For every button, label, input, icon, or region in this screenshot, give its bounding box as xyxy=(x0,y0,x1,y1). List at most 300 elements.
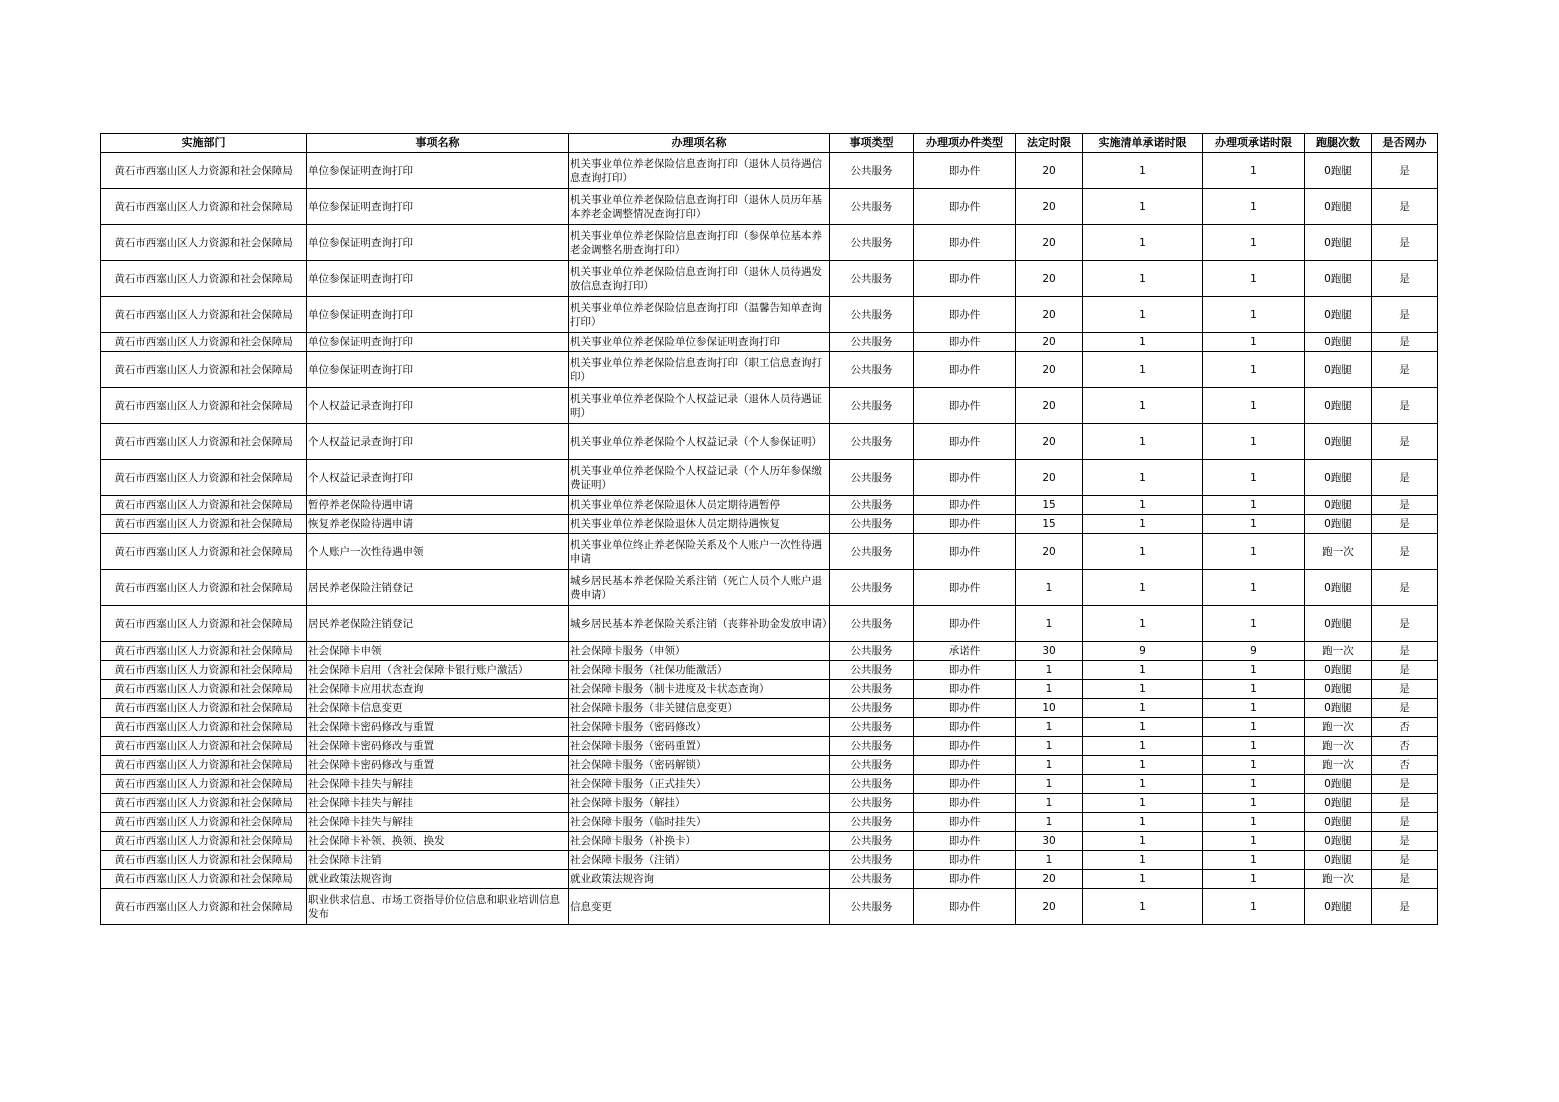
legal-limit-cell: 1 xyxy=(1016,737,1083,756)
department-cell: 黄石市西塞山区人力资源和社会保障局 xyxy=(101,333,307,352)
table-row xyxy=(101,352,1438,388)
item-promise-cell: 1 xyxy=(1203,718,1305,737)
department-cell: 黄石市西塞山区人力资源和社会保障局 xyxy=(101,661,307,680)
department-cell: 黄石市西塞山区人力资源和社会保障局 xyxy=(101,737,307,756)
visit-count-cell: 0跑腿 xyxy=(1305,333,1372,352)
list-promise-cell: 1 xyxy=(1083,832,1203,851)
item-promise-cell: 1 xyxy=(1203,515,1305,534)
case-type-cell: 即办件 xyxy=(914,333,1016,352)
table-row xyxy=(101,460,1438,496)
item-type-cell: 公共服务 xyxy=(830,460,914,496)
service-items-table xyxy=(100,133,1438,925)
department-cell: 黄石市西塞山区人力资源和社会保障局 xyxy=(101,570,307,606)
visit-count-cell: 跑一次 xyxy=(1305,534,1372,570)
legal-limit-cell: 1 xyxy=(1016,813,1083,832)
table-row xyxy=(101,870,1438,889)
online-cell: 是 xyxy=(1372,352,1438,388)
online-cell: 是 xyxy=(1372,570,1438,606)
online-cell: 是 xyxy=(1372,225,1438,261)
visit-count-cell: 0跑腿 xyxy=(1305,794,1372,813)
item-name-cell: 社会保障卡应用状态查询 xyxy=(307,680,569,699)
table-row xyxy=(101,680,1438,699)
department-cell: 黄石市西塞山区人力资源和社会保障局 xyxy=(101,680,307,699)
header-list-promise-limit: 实施清单承诺时限 xyxy=(1083,134,1203,153)
department-cell: 黄石市西塞山区人力资源和社会保障局 xyxy=(101,851,307,870)
table-row xyxy=(101,642,1438,661)
online-cell: 否 xyxy=(1372,756,1438,775)
item-type-cell: 公共服务 xyxy=(830,606,914,642)
list-promise-cell: 1 xyxy=(1083,496,1203,515)
legal-limit-cell: 20 xyxy=(1016,225,1083,261)
handling-item-cell: 信息变更 xyxy=(569,889,830,925)
table-row xyxy=(101,570,1438,606)
case-type-cell: 即办件 xyxy=(914,153,1016,189)
item-name-cell: 居民养老保险注销登记 xyxy=(307,606,569,642)
table-row xyxy=(101,515,1438,534)
item-type-cell: 公共服务 xyxy=(830,889,914,925)
case-type-cell: 即办件 xyxy=(914,794,1016,813)
table-row xyxy=(101,261,1438,297)
handling-item-cell: 机关事业单位养老保险信息查询打印（退休人员历年基本养老金调整情况查询打印） xyxy=(569,189,830,225)
online-cell: 是 xyxy=(1372,460,1438,496)
handling-item-cell: 机关事业单位养老保险退休人员定期待遇暂停 xyxy=(569,496,830,515)
item-type-cell: 公共服务 xyxy=(830,424,914,460)
department-cell: 黄石市西塞山区人力资源和社会保障局 xyxy=(101,775,307,794)
item-promise-cell: 1 xyxy=(1203,424,1305,460)
department-cell: 黄石市西塞山区人力资源和社会保障局 xyxy=(101,424,307,460)
handling-item-cell: 机关事业单位养老保险信息查询打印（退休人员待遇信息查询打印） xyxy=(569,153,830,189)
legal-limit-cell: 20 xyxy=(1016,153,1083,189)
case-type-cell: 即办件 xyxy=(914,718,1016,737)
item-promise-cell: 1 xyxy=(1203,756,1305,775)
list-promise-cell: 1 xyxy=(1083,534,1203,570)
online-cell: 是 xyxy=(1372,870,1438,889)
item-promise-cell: 1 xyxy=(1203,261,1305,297)
case-type-cell: 即办件 xyxy=(914,680,1016,699)
visit-count-cell: 0跑腿 xyxy=(1305,851,1372,870)
department-cell: 黄石市西塞山区人力资源和社会保障局 xyxy=(101,794,307,813)
item-type-cell: 公共服务 xyxy=(830,297,914,333)
online-cell: 是 xyxy=(1372,851,1438,870)
case-type-cell: 即办件 xyxy=(914,460,1016,496)
case-type-cell: 即办件 xyxy=(914,737,1016,756)
department-cell: 黄石市西塞山区人力资源和社会保障局 xyxy=(101,756,307,775)
legal-limit-cell: 15 xyxy=(1016,515,1083,534)
visit-count-cell: 0跑腿 xyxy=(1305,424,1372,460)
item-name-cell: 社会保障卡补领、换领、换发 xyxy=(307,832,569,851)
handling-item-cell: 机关事业单位养老保险个人权益记录（退休人员待遇证明） xyxy=(569,388,830,424)
header-item-name: 事项名称 xyxy=(307,134,569,153)
handling-item-cell: 社会保障卡服务（临时挂失） xyxy=(569,813,830,832)
table-row xyxy=(101,851,1438,870)
item-name-cell: 个人权益记录查询打印 xyxy=(307,460,569,496)
list-promise-cell: 1 xyxy=(1083,775,1203,794)
department-cell: 黄石市西塞山区人力资源和社会保障局 xyxy=(101,388,307,424)
legal-limit-cell: 20 xyxy=(1016,297,1083,333)
header-case-type: 办理项办件类型 xyxy=(914,134,1016,153)
handling-item-cell: 社会保障卡服务（密码重置） xyxy=(569,737,830,756)
item-name-cell: 就业政策法规咨询 xyxy=(307,870,569,889)
item-name-cell: 个人权益记录查询打印 xyxy=(307,424,569,460)
item-name-cell: 社会保障卡启用（含社会保障卡银行账户激活） xyxy=(307,661,569,680)
visit-count-cell: 0跑腿 xyxy=(1305,680,1372,699)
table-row xyxy=(101,699,1438,718)
item-promise-cell: 1 xyxy=(1203,153,1305,189)
list-promise-cell: 1 xyxy=(1083,680,1203,699)
item-promise-cell: 1 xyxy=(1203,534,1305,570)
item-type-cell: 公共服务 xyxy=(830,775,914,794)
handling-item-cell: 城乡居民基本养老保险关系注销（死亡人员个人账户退费申请） xyxy=(569,570,830,606)
item-name-cell: 个人账户一次性待遇申领 xyxy=(307,534,569,570)
header-online: 是否网办 xyxy=(1372,134,1438,153)
online-cell: 是 xyxy=(1372,775,1438,794)
handling-item-cell: 机关事业单位养老保险个人权益记录（个人历年参保缴费证明） xyxy=(569,460,830,496)
legal-limit-cell: 20 xyxy=(1016,261,1083,297)
item-promise-cell: 1 xyxy=(1203,460,1305,496)
online-cell: 是 xyxy=(1372,297,1438,333)
list-promise-cell: 1 xyxy=(1083,699,1203,718)
item-name-cell: 社会保障卡申领 xyxy=(307,642,569,661)
department-cell: 黄石市西塞山区人力资源和社会保障局 xyxy=(101,189,307,225)
online-cell: 是 xyxy=(1372,832,1438,851)
list-promise-cell: 1 xyxy=(1083,606,1203,642)
case-type-cell: 即办件 xyxy=(914,870,1016,889)
list-promise-cell: 1 xyxy=(1083,794,1203,813)
legal-limit-cell: 20 xyxy=(1016,189,1083,225)
item-type-cell: 公共服务 xyxy=(830,534,914,570)
item-name-cell: 社会保障卡挂失与解挂 xyxy=(307,775,569,794)
table-row xyxy=(101,661,1438,680)
item-name-cell: 单位参保证明查询打印 xyxy=(307,261,569,297)
legal-limit-cell: 20 xyxy=(1016,424,1083,460)
item-promise-cell: 1 xyxy=(1203,680,1305,699)
item-name-cell: 单位参保证明查询打印 xyxy=(307,189,569,225)
item-type-cell: 公共服务 xyxy=(830,680,914,699)
case-type-cell: 即办件 xyxy=(914,570,1016,606)
handling-item-cell: 社会保障卡服务（密码解锁） xyxy=(569,756,830,775)
handling-item-cell: 机关事业单位养老保险信息查询打印（退休人员待遇发放信息查询打印） xyxy=(569,261,830,297)
list-promise-cell: 1 xyxy=(1083,570,1203,606)
table-row xyxy=(101,333,1438,352)
department-cell: 黄石市西塞山区人力资源和社会保障局 xyxy=(101,225,307,261)
legal-limit-cell: 15 xyxy=(1016,496,1083,515)
item-type-cell: 公共服务 xyxy=(830,225,914,261)
table-row xyxy=(101,606,1438,642)
item-name-cell: 职业供求信息、市场工资指导价位信息和职业培训信息发布 xyxy=(307,889,569,925)
list-promise-cell: 1 xyxy=(1083,225,1203,261)
case-type-cell: 即办件 xyxy=(914,606,1016,642)
item-promise-cell: 1 xyxy=(1203,352,1305,388)
table-row xyxy=(101,794,1438,813)
handling-item-cell: 社会保障卡服务（解挂） xyxy=(569,794,830,813)
table-row xyxy=(101,756,1438,775)
visit-count-cell: 跑一次 xyxy=(1305,870,1372,889)
item-type-cell: 公共服务 xyxy=(830,388,914,424)
item-type-cell: 公共服务 xyxy=(830,153,914,189)
legal-limit-cell: 1 xyxy=(1016,851,1083,870)
online-cell: 是 xyxy=(1372,153,1438,189)
visit-count-cell: 0跑腿 xyxy=(1305,832,1372,851)
handling-item-cell: 机关事业单位养老保险信息查询打印（温馨告知单查询打印） xyxy=(569,297,830,333)
item-type-cell: 公共服务 xyxy=(830,333,914,352)
online-cell: 是 xyxy=(1372,661,1438,680)
handling-item-cell: 机关事业单位养老保险单位参保证明查询打印 xyxy=(569,333,830,352)
table-row xyxy=(101,496,1438,515)
visit-count-cell: 0跑腿 xyxy=(1305,460,1372,496)
case-type-cell: 即办件 xyxy=(914,352,1016,388)
legal-limit-cell: 20 xyxy=(1016,889,1083,925)
legal-limit-cell: 1 xyxy=(1016,606,1083,642)
item-promise-cell: 1 xyxy=(1203,699,1305,718)
visit-count-cell: 0跑腿 xyxy=(1305,297,1372,333)
department-cell: 黄石市西塞山区人力资源和社会保障局 xyxy=(101,889,307,925)
table-row xyxy=(101,832,1438,851)
online-cell: 是 xyxy=(1372,424,1438,460)
list-promise-cell: 1 xyxy=(1083,333,1203,352)
table-row xyxy=(101,424,1438,460)
list-promise-cell: 1 xyxy=(1083,189,1203,225)
case-type-cell: 即办件 xyxy=(914,851,1016,870)
header-visit-count: 跑腿次数 xyxy=(1305,134,1372,153)
case-type-cell: 即办件 xyxy=(914,225,1016,261)
visit-count-cell: 跑一次 xyxy=(1305,642,1372,661)
item-promise-cell: 1 xyxy=(1203,794,1305,813)
legal-limit-cell: 30 xyxy=(1016,642,1083,661)
table-row xyxy=(101,775,1438,794)
item-type-cell: 公共服务 xyxy=(830,189,914,225)
header-item-promise-limit: 办理项承诺时限 xyxy=(1203,134,1305,153)
item-name-cell: 社会保障卡密码修改与重置 xyxy=(307,756,569,775)
case-type-cell: 即办件 xyxy=(914,515,1016,534)
department-cell: 黄石市西塞山区人力资源和社会保障局 xyxy=(101,813,307,832)
item-type-cell: 公共服务 xyxy=(830,261,914,297)
item-name-cell: 单位参保证明查询打印 xyxy=(307,297,569,333)
handling-item-cell: 社会保障卡服务（申领） xyxy=(569,642,830,661)
department-cell: 黄石市西塞山区人力资源和社会保障局 xyxy=(101,261,307,297)
item-name-cell: 单位参保证明查询打印 xyxy=(307,225,569,261)
list-promise-cell: 1 xyxy=(1083,153,1203,189)
item-promise-cell: 1 xyxy=(1203,297,1305,333)
case-type-cell: 即办件 xyxy=(914,775,1016,794)
case-type-cell: 即办件 xyxy=(914,534,1016,570)
item-name-cell: 社会保障卡挂失与解挂 xyxy=(307,813,569,832)
list-promise-cell: 1 xyxy=(1083,851,1203,870)
item-promise-cell: 1 xyxy=(1203,832,1305,851)
visit-count-cell: 0跑腿 xyxy=(1305,225,1372,261)
visit-count-cell: 0跑腿 xyxy=(1305,606,1372,642)
list-promise-cell: 1 xyxy=(1083,352,1203,388)
list-promise-cell: 1 xyxy=(1083,737,1203,756)
item-name-cell: 社会保障卡挂失与解挂 xyxy=(307,794,569,813)
item-name-cell: 社会保障卡密码修改与重置 xyxy=(307,718,569,737)
legal-limit-cell: 20 xyxy=(1016,534,1083,570)
item-type-cell: 公共服务 xyxy=(830,496,914,515)
item-name-cell: 暂停养老保险待遇申请 xyxy=(307,496,569,515)
item-name-cell: 社会保障卡密码修改与重置 xyxy=(307,737,569,756)
item-name-cell: 单位参保证明查询打印 xyxy=(307,352,569,388)
handling-item-cell: 就业政策法规咨询 xyxy=(569,870,830,889)
list-promise-cell: 1 xyxy=(1083,388,1203,424)
online-cell: 是 xyxy=(1372,534,1438,570)
case-type-cell: 即办件 xyxy=(914,424,1016,460)
legal-limit-cell: 1 xyxy=(1016,775,1083,794)
list-promise-cell: 1 xyxy=(1083,889,1203,925)
item-promise-cell: 1 xyxy=(1203,737,1305,756)
item-promise-cell: 1 xyxy=(1203,189,1305,225)
item-type-cell: 公共服务 xyxy=(830,570,914,606)
header-handling-item-name: 办理项名称 xyxy=(569,134,830,153)
visit-count-cell: 0跑腿 xyxy=(1305,813,1372,832)
table-row xyxy=(101,297,1438,333)
legal-limit-cell: 20 xyxy=(1016,870,1083,889)
item-type-cell: 公共服务 xyxy=(830,794,914,813)
online-cell: 是 xyxy=(1372,813,1438,832)
item-type-cell: 公共服务 xyxy=(830,718,914,737)
item-type-cell: 公共服务 xyxy=(830,756,914,775)
item-name-cell: 居民养老保险注销登记 xyxy=(307,570,569,606)
handling-item-cell: 社会保障卡服务（注销） xyxy=(569,851,830,870)
department-cell: 黄石市西塞山区人力资源和社会保障局 xyxy=(101,642,307,661)
case-type-cell: 即办件 xyxy=(914,297,1016,333)
item-type-cell: 公共服务 xyxy=(830,870,914,889)
legal-limit-cell: 1 xyxy=(1016,794,1083,813)
item-promise-cell: 9 xyxy=(1203,642,1305,661)
case-type-cell: 即办件 xyxy=(914,189,1016,225)
visit-count-cell: 0跑腿 xyxy=(1305,889,1372,925)
handling-item-cell: 机关事业单位养老保险个人权益记录（个人参保证明） xyxy=(569,424,830,460)
online-cell: 是 xyxy=(1372,261,1438,297)
item-promise-cell: 1 xyxy=(1203,225,1305,261)
visit-count-cell: 0跑腿 xyxy=(1305,775,1372,794)
visit-count-cell: 0跑腿 xyxy=(1305,352,1372,388)
item-name-cell: 单位参保证明查询打印 xyxy=(307,333,569,352)
item-promise-cell: 1 xyxy=(1203,570,1305,606)
handling-item-cell: 社会保障卡服务（制卡进度及卡状态查询） xyxy=(569,680,830,699)
item-promise-cell: 1 xyxy=(1203,889,1305,925)
table-row xyxy=(101,225,1438,261)
list-promise-cell: 1 xyxy=(1083,813,1203,832)
case-type-cell: 即办件 xyxy=(914,889,1016,925)
handling-item-cell: 机关事业单位终止养老保险关系及个人账户一次性待遇申请 xyxy=(569,534,830,570)
online-cell: 是 xyxy=(1372,189,1438,225)
table-row xyxy=(101,153,1438,189)
visit-count-cell: 0跑腿 xyxy=(1305,496,1372,515)
visit-count-cell: 0跑腿 xyxy=(1305,699,1372,718)
department-cell: 黄石市西塞山区人力资源和社会保障局 xyxy=(101,496,307,515)
item-type-cell: 公共服务 xyxy=(830,737,914,756)
list-promise-cell: 1 xyxy=(1083,261,1203,297)
handling-item-cell: 社会保障卡服务（非关键信息变更） xyxy=(569,699,830,718)
online-cell: 是 xyxy=(1372,889,1438,925)
case-type-cell: 即办件 xyxy=(914,496,1016,515)
department-cell: 黄石市西塞山区人力资源和社会保障局 xyxy=(101,460,307,496)
handling-item-cell: 社会保障卡服务（密码修改） xyxy=(569,718,830,737)
department-cell: 黄石市西塞山区人力资源和社会保障局 xyxy=(101,606,307,642)
item-type-cell: 公共服务 xyxy=(830,515,914,534)
list-promise-cell: 1 xyxy=(1083,870,1203,889)
handling-item-cell: 社会保障卡服务（补换卡） xyxy=(569,832,830,851)
item-promise-cell: 1 xyxy=(1203,496,1305,515)
visit-count-cell: 0跑腿 xyxy=(1305,570,1372,606)
item-type-cell: 公共服务 xyxy=(830,642,914,661)
handling-item-cell: 机关事业单位养老保险退休人员定期待遇恢复 xyxy=(569,515,830,534)
list-promise-cell: 9 xyxy=(1083,642,1203,661)
handling-item-cell: 机关事业单位养老保险信息查询打印（参保单位基本养老金调整名册查询打印） xyxy=(569,225,830,261)
list-promise-cell: 1 xyxy=(1083,297,1203,333)
case-type-cell: 即办件 xyxy=(914,699,1016,718)
department-cell: 黄石市西塞山区人力资源和社会保障局 xyxy=(101,515,307,534)
legal-limit-cell: 30 xyxy=(1016,832,1083,851)
list-promise-cell: 1 xyxy=(1083,515,1203,534)
visit-count-cell: 0跑腿 xyxy=(1305,388,1372,424)
item-promise-cell: 1 xyxy=(1203,661,1305,680)
online-cell: 否 xyxy=(1372,718,1438,737)
item-promise-cell: 1 xyxy=(1203,870,1305,889)
list-promise-cell: 1 xyxy=(1083,718,1203,737)
visit-count-cell: 跑一次 xyxy=(1305,718,1372,737)
item-promise-cell: 1 xyxy=(1203,388,1305,424)
online-cell: 是 xyxy=(1372,388,1438,424)
header-department: 实施部门 xyxy=(101,134,307,153)
case-type-cell: 即办件 xyxy=(914,813,1016,832)
item-type-cell: 公共服务 xyxy=(830,661,914,680)
handling-item-cell: 社会保障卡服务（正式挂失） xyxy=(569,775,830,794)
item-promise-cell: 1 xyxy=(1203,813,1305,832)
department-cell: 黄石市西塞山区人力资源和社会保障局 xyxy=(101,297,307,333)
case-type-cell: 即办件 xyxy=(914,661,1016,680)
legal-limit-cell: 20 xyxy=(1016,460,1083,496)
online-cell: 是 xyxy=(1372,794,1438,813)
table-row xyxy=(101,737,1438,756)
online-cell: 否 xyxy=(1372,737,1438,756)
visit-count-cell: 0跑腿 xyxy=(1305,515,1372,534)
online-cell: 是 xyxy=(1372,496,1438,515)
visit-count-cell: 0跑腿 xyxy=(1305,261,1372,297)
table-row xyxy=(101,534,1438,570)
item-type-cell: 公共服务 xyxy=(830,352,914,388)
table-row xyxy=(101,889,1438,925)
legal-limit-cell: 1 xyxy=(1016,680,1083,699)
online-cell: 是 xyxy=(1372,606,1438,642)
visit-count-cell: 跑一次 xyxy=(1305,756,1372,775)
table-row xyxy=(101,718,1438,737)
case-type-cell: 即办件 xyxy=(914,261,1016,297)
legal-limit-cell: 1 xyxy=(1016,718,1083,737)
department-cell: 黄石市西塞山区人力资源和社会保障局 xyxy=(101,153,307,189)
item-promise-cell: 1 xyxy=(1203,775,1305,794)
handling-item-cell: 机关事业单位养老保险信息查询打印（职工信息查询打印） xyxy=(569,352,830,388)
case-type-cell: 承诺件 xyxy=(914,642,1016,661)
item-name-cell: 社会保障卡信息变更 xyxy=(307,699,569,718)
legal-limit-cell: 1 xyxy=(1016,661,1083,680)
legal-limit-cell: 20 xyxy=(1016,333,1083,352)
department-cell: 黄石市西塞山区人力资源和社会保障局 xyxy=(101,352,307,388)
item-type-cell: 公共服务 xyxy=(830,832,914,851)
list-promise-cell: 1 xyxy=(1083,460,1203,496)
legal-limit-cell: 10 xyxy=(1016,699,1083,718)
visit-count-cell: 0跑腿 xyxy=(1305,189,1372,225)
item-type-cell: 公共服务 xyxy=(830,813,914,832)
item-promise-cell: 1 xyxy=(1203,333,1305,352)
item-name-cell: 社会保障卡注销 xyxy=(307,851,569,870)
department-cell: 黄石市西塞山区人力资源和社会保障局 xyxy=(101,534,307,570)
table-row xyxy=(101,189,1438,225)
case-type-cell: 即办件 xyxy=(914,756,1016,775)
department-cell: 黄石市西塞山区人力资源和社会保障局 xyxy=(101,832,307,851)
table-row xyxy=(101,388,1438,424)
visit-count-cell: 0跑腿 xyxy=(1305,661,1372,680)
case-type-cell: 即办件 xyxy=(914,388,1016,424)
